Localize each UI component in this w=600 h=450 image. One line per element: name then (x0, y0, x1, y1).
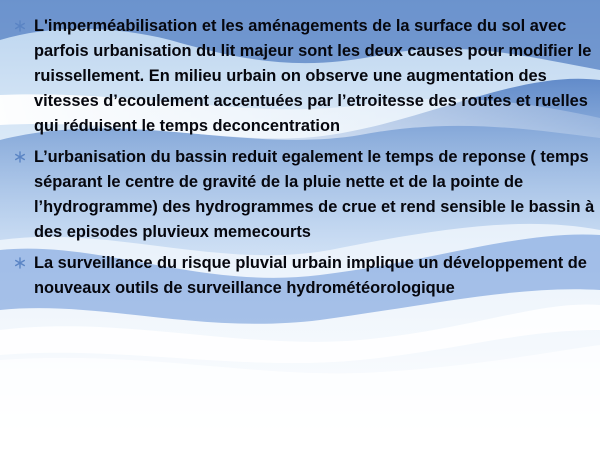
bullet-item (14, 14, 596, 139)
snowflake-icon (14, 257, 26, 269)
bullet-text: La surveillance du risque pluvial urbain implique un développement de nouveaux outils de surveillance hydrométéorologique (34, 254, 587, 297)
bullet-text: L'imperméabilisation et les aménagements de la surface du sol avec parfois urbanisation du lit majeur sont les deux causes pour modifier le ruissellement. En milieu urbain on observe une augmentation des vitesses d’ecoulement accentuées par l’etroitesse des routes et ruelles qui réduisent le temps deconcentration (34, 17, 592, 135)
bullet-list (14, 14, 596, 307)
snowflake-icon (14, 151, 26, 163)
bullet-item (14, 145, 596, 245)
bullet-text: L’urbanisation du bassin reduit egalement le temps de reponse ( temps séparant le centre de gravité de la pluie nette et de la pointe de l’hydrogramme) des hydrogrammes de crue et rend sensible le bassin à des episodes pluvieux memecourts (34, 148, 595, 241)
snowflake-icon (14, 20, 26, 32)
bullet-item (14, 251, 596, 301)
